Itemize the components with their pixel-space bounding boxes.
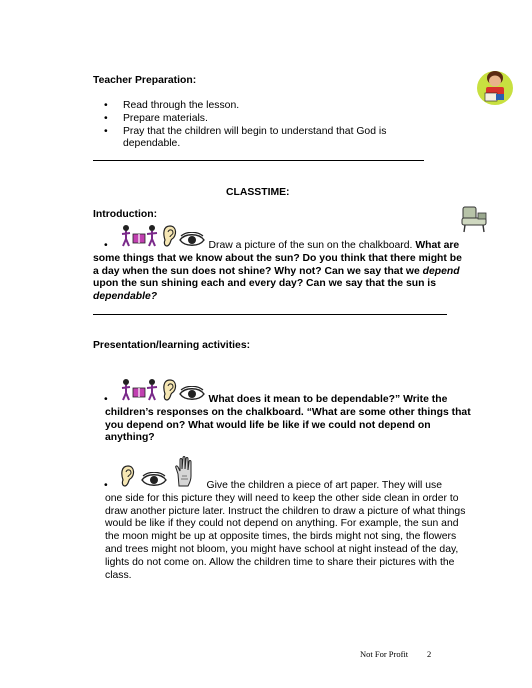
classtime-heading: CLASSTIME: (226, 187, 290, 198)
prep-list (93, 100, 423, 151)
intro-heading: Introduction: (93, 209, 158, 220)
page-number: 2 (427, 649, 432, 659)
footer-label: Not For Profit (360, 649, 409, 659)
ear-icon (162, 378, 178, 407)
ear-icon (120, 464, 136, 493)
ear-icon (162, 224, 178, 253)
presentation-item-1: • What does it mean to be dependable?” Write the children’s responses on the chalkboard. “What are some other things that you depend on? What would life be like if we could not depend on anything? (93, 378, 471, 445)
divider (93, 160, 424, 161)
bullet: • (104, 394, 108, 405)
divider (93, 314, 447, 315)
bullet: • (104, 240, 108, 251)
list-item: • Read through the lesson. (93, 100, 423, 113)
person-reading-icon (474, 66, 514, 108)
prep-heading: Teacher Preparation: (93, 75, 197, 86)
children-with-gift-icon (120, 224, 162, 253)
presentation-heading: Presentation/learning activities: (93, 340, 251, 351)
intro-paragraph: • Draw a picture of the sun on the chalkboard. What are some things that we know about the sun? Do you think that there might be a day when the sun does not shine? Why not? Can we say that we depend upon the sun shining each and every day? Can we say that the sun is dependable? (93, 224, 467, 304)
list-item: • Prepare materials. (93, 113, 423, 126)
hand-icon (174, 456, 196, 493)
bullet: • (104, 480, 108, 491)
list-item: • Pray that the children will begin to understand that God is dependable. (93, 126, 423, 152)
children-with-gift-icon (120, 378, 162, 407)
eye-icon (140, 472, 168, 493)
presentation-item-2: • Give the children a piece of art paper. They will use one side for this picture they will need to keep the other side clean in order to draw another picture later. Instruct the children to draw a picture of what things would be like if they could not depend on anything. For example, the sun and the moon might be up at opposite times, the birds might not sing, the flowers and trees might not bloom, you might have school at night instead of the day, lights do not come on. Allow the children time to share their pictures with the class. (93, 456, 473, 582)
eye-icon (178, 232, 206, 253)
eye-icon (178, 386, 206, 407)
